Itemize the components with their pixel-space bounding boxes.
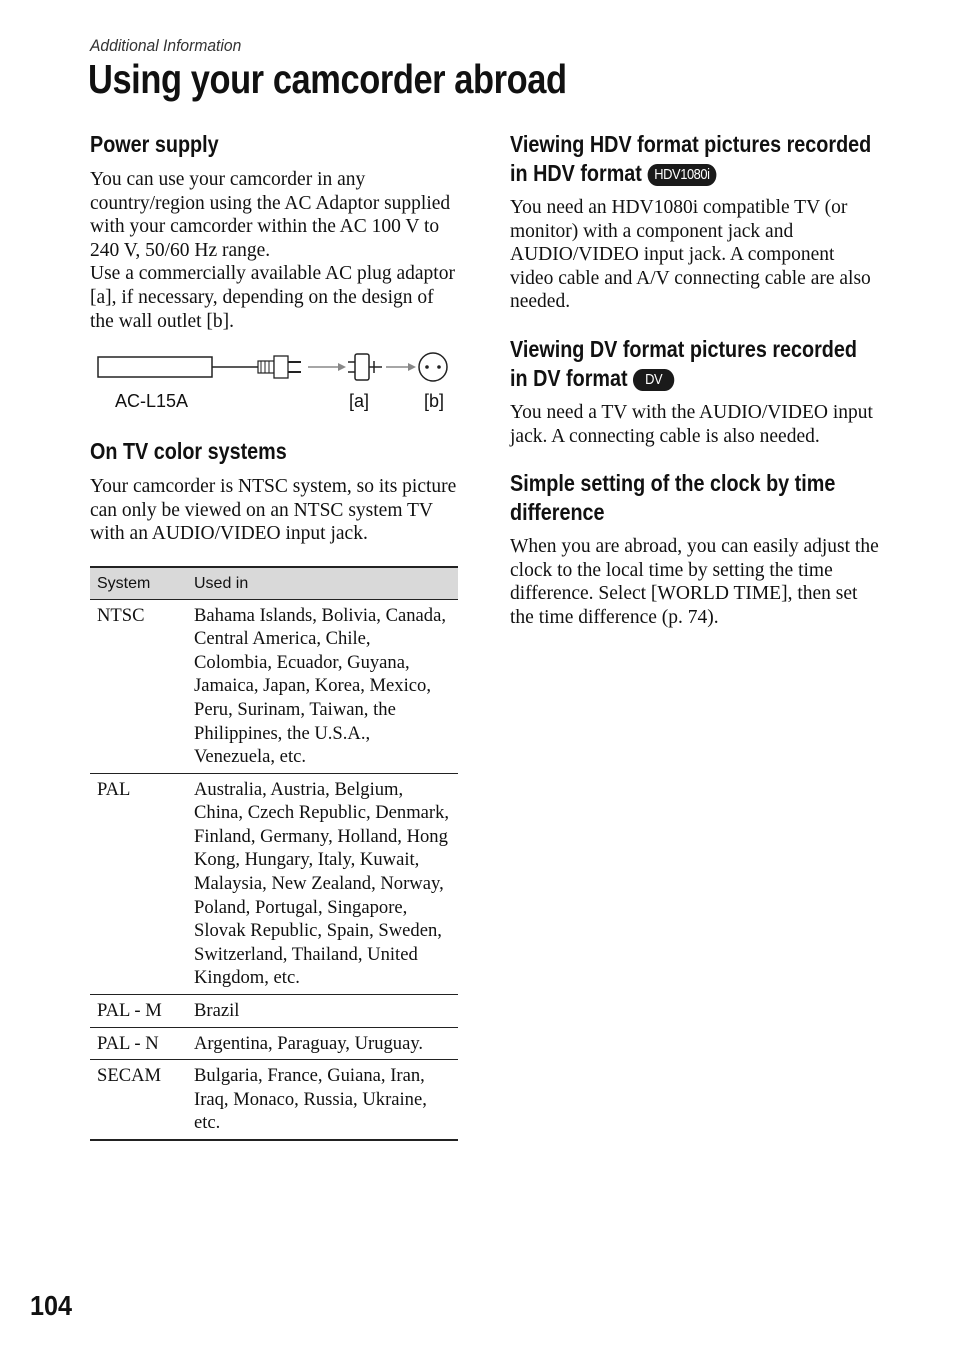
wall-outlet-label: [b] xyxy=(424,391,445,412)
left-column xyxy=(90,128,458,1141)
adaptor-label: AC-L15A xyxy=(115,391,189,412)
dv-text: You need a TV with the AUDIO/VIDEO input jack. A connecting cable is also needed. xyxy=(510,401,873,447)
dv-badge-icon: DV xyxy=(633,369,674,391)
dv-heading-line2: in DV format xyxy=(510,364,628,391)
used-in-cell: Argentina, Paraguay, Uruguay. xyxy=(187,1027,458,1060)
hdv1080i-badge-icon: HDV1080i xyxy=(647,164,716,186)
power-supply-text-2: Use a commercially available AC plug adaptor [a], if necessary, depending on the design of the wall outlet [b]. xyxy=(90,263,455,332)
plug-adaptor-label: [a] xyxy=(349,391,370,412)
tv-system-table xyxy=(90,566,458,1141)
hdv-heading-line1: Viewing HDV format pictures recorded xyxy=(510,131,872,157)
system-cell: NTSC xyxy=(90,599,187,773)
system-cell: PAL - N xyxy=(90,1027,187,1060)
system-cell: SECAM xyxy=(90,1060,187,1140)
table-row xyxy=(90,599,458,773)
tv-color-heading: On TV color systems xyxy=(90,438,287,465)
clock-heading-line2: difference xyxy=(510,499,605,526)
system-cell: PAL - M xyxy=(90,995,187,1028)
table-row xyxy=(90,773,458,994)
hdv-heading-line2: in HDV format xyxy=(510,160,642,186)
hdv-heading xyxy=(510,130,872,188)
clock-heading xyxy=(510,469,836,527)
table-row xyxy=(90,1027,458,1060)
used-in-cell: Bahama Islands, Bolivia, Canada, Central America, Chile, Colombia, Ecuador, Guyana, Jamaica, Japan, Korea, Mexico, Peru, Surinam, Taiwan, the Philippines, the U.S.A., Venezuela, etc. xyxy=(187,599,458,773)
dv-heading-line1: Viewing DV format pictures recorded xyxy=(510,335,857,362)
ac-plug-diagram xyxy=(90,351,458,431)
power-supply-text-1: You can use your camcorder in any country/region using the AC Adaptor supplied with your camcorder within the AC 100 V to 240 V, 50/60 Hz range. xyxy=(90,169,451,261)
hdv-text: You need an HDV1080i compatible TV (or monitor) with a component jack and AUDIO/VIDEO input jack. A component video cable and A/V connecting cable are also needed. xyxy=(510,197,871,313)
tv-color-text: Your camcorder is NTSC system, so its picture can only be viewed on an NTSC system TV with an AUDIO/VIDEO input jack. xyxy=(90,476,457,545)
page-title: Using your camcorder abroad xyxy=(88,56,567,102)
table-row xyxy=(90,995,458,1028)
page-number: 104 xyxy=(30,1290,73,1321)
section-label: Additional Information xyxy=(90,36,242,55)
power-supply-heading: Power supply xyxy=(90,131,219,157)
used-in-cell: Australia, Austria, Belgium, China, Czech Republic, Denmark, Finland, Germany, Holland, Hong Kong, Hungary, Italy, Kuwait, Malaysia, New Zealand, Norway, Poland, Portugal, Singapore, Slovak Republic, Spain, Sweden, Switzerland, Thailand, United Kingdom, etc. xyxy=(187,773,458,994)
column-header-system: System xyxy=(90,567,187,599)
system-cell: PAL xyxy=(90,773,187,994)
dv-heading xyxy=(510,335,857,393)
clock-text: When you are abroad, you can easily adjust the clock to the local time by setting the time difference. Select [WORLD TIME], then set the time difference (p. 74). xyxy=(510,536,879,628)
table-header-row xyxy=(90,567,458,599)
column-header-used-in: Used in xyxy=(187,567,458,599)
clock-heading-line1: Simple setting of the clock by time xyxy=(510,470,836,497)
used-in-cell: Bulgaria, France, Guiana, Iran, Iraq, Monaco, Russia, Ukraine, etc. xyxy=(187,1060,458,1140)
table-row xyxy=(90,1060,458,1140)
right-column xyxy=(510,128,880,630)
used-in-cell: Brazil xyxy=(187,995,458,1028)
